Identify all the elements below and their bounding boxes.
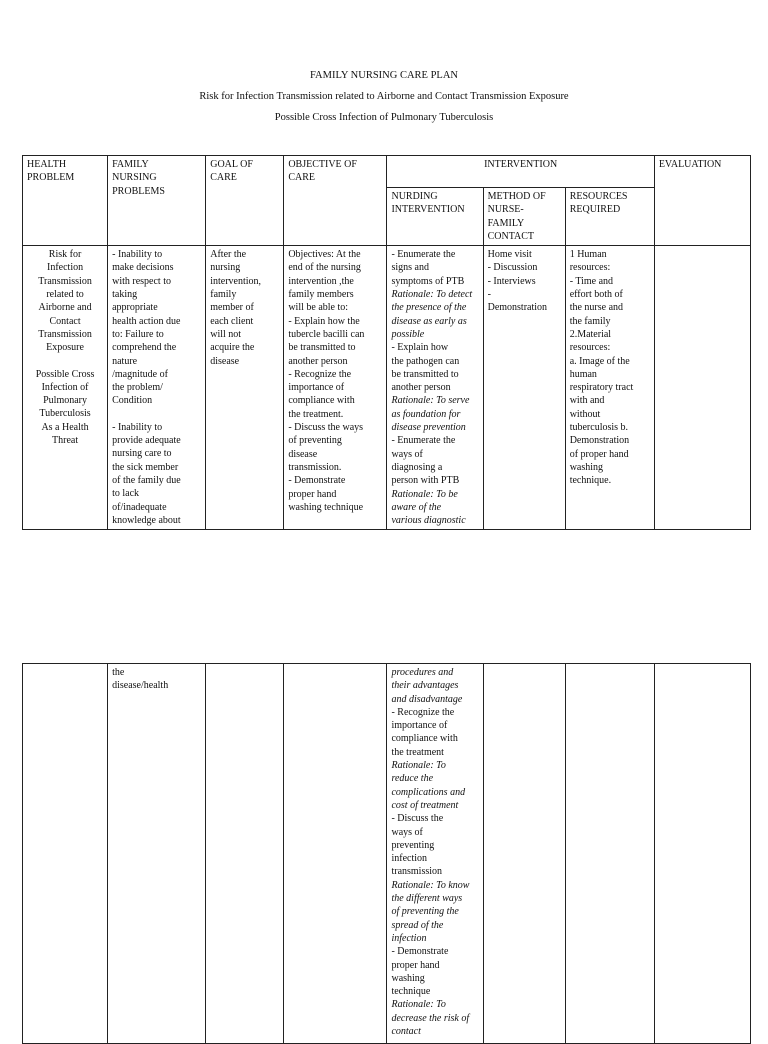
intervention-line: be transmitted to [391, 368, 459, 380]
cell-line: FAMILY [487, 217, 525, 229]
cell-line: appropriate [112, 302, 158, 314]
cell-line: the sick member [112, 461, 179, 473]
cell-line: - [487, 289, 491, 301]
cell-line: PROBLEMS [112, 185, 165, 197]
rationale-line: their advantages [391, 680, 459, 692]
rationale-line: disease prevention [391, 422, 466, 434]
cell-line: Pulmonary [43, 395, 87, 407]
cell-line: importance of [288, 382, 345, 394]
cell-line: related to [46, 289, 84, 301]
document-titles [0, 68, 768, 131]
cell-line: proper hand [288, 488, 337, 500]
cell-line: compliance with [288, 395, 355, 407]
cell-line: Transmission [38, 328, 92, 340]
cell-line: family [210, 289, 237, 301]
header-family-nursing-problems [108, 156, 206, 246]
intervention-line: transmission [391, 866, 443, 878]
cell-line: Tuberculosis [39, 408, 91, 420]
cell-line: /magnitude of [112, 368, 168, 380]
rationale-line: aware of the [391, 501, 442, 513]
cell-goal-cont [206, 664, 284, 1044]
cell-line: NURSING [112, 172, 157, 184]
cell-health-problem [23, 246, 108, 530]
cell-line: - Demonstrate [288, 475, 346, 487]
cell-line: After the [210, 249, 247, 261]
rationale-line: possible [391, 328, 425, 340]
cell-line: Home visit [487, 249, 532, 261]
intervention-line: diagnosing a [391, 461, 443, 473]
intervention-line: signs and [391, 262, 429, 274]
cell-nursing-intervention-cont [387, 664, 483, 1044]
cell-line: FAMILY [112, 159, 149, 170]
cell-line: As a Health [41, 421, 89, 433]
cell-line: human [569, 368, 597, 380]
cell-line: Airborne and [38, 302, 92, 314]
rationale-line: Rationale: To be [391, 488, 458, 500]
cell-line [112, 408, 201, 421]
rationale-line: Rationale: To detect [391, 289, 473, 301]
intervention-line: importance of [391, 720, 448, 732]
cell-line: the family [569, 315, 611, 327]
rationale-line: complications and [391, 786, 466, 798]
rationale-line: the different ways [391, 893, 463, 905]
cell-line: the nurse and [569, 302, 624, 314]
intervention-line: the treatment [391, 746, 444, 758]
cell-line: GOAL OF [210, 159, 253, 170]
header-goal-of-care [206, 156, 284, 246]
cell-line: family members [288, 289, 354, 301]
cell-evaluation-cont [654, 664, 750, 1044]
cell-line: 2.Material [569, 328, 612, 340]
intervention-line: - Explain how [391, 342, 449, 354]
cell-line: of the family due [112, 474, 181, 486]
cell-line: CONTACT [487, 230, 535, 242]
header-evaluation: EVALUATION [654, 156, 750, 246]
cell-family-problems [108, 246, 206, 530]
cell-line: end of the nursing [288, 262, 361, 274]
cell-line: - Inability to [112, 249, 163, 261]
cell-line: nursing care to [112, 448, 172, 460]
cell-line: of preventing [288, 435, 342, 447]
cell-line: HEALTH [27, 159, 67, 170]
cell-line: acquire the [210, 342, 255, 354]
intervention-line: - Demonstrate [391, 946, 449, 958]
cell-line: Transmission [38, 275, 92, 287]
cell-line: - Time and [569, 275, 614, 287]
rationale-line: infection [391, 932, 427, 944]
cell-line: make decisions [112, 262, 174, 274]
cell-family-problems-cont [108, 664, 206, 1044]
intervention-line: the pathogen can [391, 355, 460, 367]
intervention-line: infection [391, 853, 428, 865]
cell-line: to: Failure to [112, 328, 164, 340]
header-health-problem [23, 156, 108, 246]
care-plan-table-page1 [22, 155, 751, 530]
intervention-line: another person [391, 382, 451, 394]
intervention-line: proper hand [391, 959, 440, 971]
intervention-line: - Recognize the [391, 706, 455, 718]
header-method-of-contact [483, 188, 565, 246]
header-resources-required [565, 188, 654, 246]
cell-line: disease/health [112, 680, 169, 692]
header-nursing-intervention [387, 188, 483, 246]
cell-line: intervention, [210, 275, 262, 287]
cell-line: Demonstration [487, 302, 548, 314]
document-subsubtitle: Possible Cross Infection of Pulmonary Tuberculosis [274, 112, 494, 123]
header-objective-of-care [284, 156, 387, 246]
cell-line: disease [288, 448, 318, 460]
rationale-line: disease as early as [391, 315, 467, 327]
cell-line: each client [210, 315, 254, 327]
rationale-line: the presence of the [391, 302, 467, 314]
cell-line: disease [210, 355, 240, 367]
cell-line: - Discuss the ways [288, 422, 364, 434]
cell-goal [206, 246, 284, 530]
cell-line: PROBLEM [27, 172, 75, 184]
cell-line: of proper hand [569, 448, 629, 460]
cell-line: washing [569, 461, 604, 473]
rationale-line: and disadvantage [391, 693, 463, 705]
cell-line: Infection of [41, 381, 89, 393]
cell-line [27, 355, 103, 368]
cell-line: to lack [112, 488, 140, 500]
cell-line: tubercle bacilli can [288, 328, 365, 340]
cell-line: a. Image of the [569, 355, 630, 367]
cell-line: REQUIRED [569, 204, 621, 216]
intervention-line: preventing [391, 839, 435, 851]
cell-line: the treatment. [288, 408, 344, 420]
intervention-line: person with PTB [391, 475, 460, 487]
rationale-line: Rationale: To [391, 760, 446, 772]
cell-line: NURSE- [487, 204, 524, 216]
rationale-line: as foundation for [391, 408, 461, 420]
cell-line: resources: [569, 342, 611, 354]
intervention-line: washing [391, 972, 425, 984]
cell-line: with respect to [112, 275, 171, 287]
cell-line: without [569, 408, 601, 420]
cell-line: - Interviews [487, 275, 536, 287]
cell-line: the problem/ [112, 382, 163, 394]
rationale-line: decrease the risk of [391, 1012, 470, 1024]
document-subtitle: Risk for Infection Transmission related to Airborne and Contact Transmission Exposure [199, 91, 569, 102]
cell-line: washing technique [288, 501, 364, 513]
cell-line: Risk for [48, 249, 82, 261]
cell-line: member of [210, 302, 254, 314]
cell-line: Possible Cross [35, 368, 95, 380]
cell-line: - Recognize the [288, 368, 352, 380]
cell-line: transmission. [288, 461, 342, 473]
cell-line: Demonstration [569, 435, 630, 447]
intervention-line: technique [391, 986, 431, 998]
cell-method-cont [483, 664, 565, 1044]
cell-line: effort both of [569, 289, 623, 301]
cell-line: CARE [210, 172, 237, 184]
intervention-line: - Enumerate the [391, 435, 456, 447]
intervention-line: ways of [391, 826, 423, 838]
cell-line: RESOURCES [569, 191, 628, 202]
cell-health-problem-cont [23, 664, 108, 1044]
cell-line: - Inability to [112, 421, 163, 433]
header-intervention: INTERVENTION [387, 156, 654, 188]
cell-method [483, 246, 565, 530]
cell-line: Threat [52, 435, 79, 447]
cell-line: the [112, 667, 125, 678]
rationale-line: various diagnostic [391, 515, 466, 527]
cell-line: nursing [210, 262, 241, 274]
cell-line: be transmitted to [288, 342, 356, 354]
cell-line: will be able to: [288, 302, 349, 314]
cell-objectives-cont [284, 664, 387, 1044]
cell-line: with and [569, 395, 605, 407]
cell-line: respiratory tract [569, 382, 634, 394]
cell-resources-cont [565, 664, 654, 1044]
cell-line: nature [112, 355, 138, 367]
cell-line: comprehend the [112, 342, 177, 354]
cell-line: METHOD OF [487, 191, 546, 202]
cell-line: of/inadequate [112, 501, 167, 513]
cell-line: Condition [112, 395, 153, 407]
cell-line: resources: [569, 262, 611, 274]
cell-line: - Explain how the [288, 315, 360, 327]
cell-line: Infection [47, 262, 84, 274]
cell-line: will not [210, 328, 242, 340]
cell-line: CARE [288, 172, 315, 184]
cell-line: OBJECTIVE OF [288, 159, 357, 170]
cell-line: Exposure [46, 342, 84, 354]
cell-line: provide adequate [112, 435, 181, 447]
intervention-line: ways of [391, 448, 423, 460]
intervention-line: - Enumerate the [391, 249, 456, 261]
cell-line: NURDING [391, 191, 438, 202]
cell-line: Contact [49, 315, 81, 327]
cell-line: tuberculosis b. [569, 422, 629, 434]
document-title: FAMILY NURSING CARE PLAN [310, 70, 458, 81]
intervention-line: symptoms of PTB [391, 275, 465, 287]
cell-objectives [284, 246, 387, 530]
cell-line: - Discussion [487, 262, 538, 274]
cell-resources [565, 246, 654, 530]
cell-line: INTERVENTION [391, 204, 465, 216]
rationale-line: contact [391, 1026, 421, 1038]
rationale-line: Rationale: To know [391, 879, 470, 891]
rationale-line: Rationale: To [391, 999, 446, 1011]
rationale-line: spread of the [391, 919, 444, 931]
cell-line: health action due [112, 315, 181, 327]
cell-line: taking [112, 289, 138, 301]
cell-line: technique. [569, 475, 612, 487]
cell-evaluation [654, 246, 750, 530]
care-plan-table-page2 [22, 663, 751, 1044]
cell-line: 1 Human [569, 249, 607, 261]
intervention-line: - Discuss the [391, 813, 444, 825]
cell-line: Objectives: At the [288, 249, 361, 261]
rationale-line: Rationale: To serve [391, 395, 470, 407]
cell-nursing-intervention [387, 246, 483, 530]
cell-line: intervention ,the [288, 275, 354, 287]
cell-line: another person [288, 355, 348, 367]
intervention-line: compliance with [391, 733, 458, 745]
rationale-line: of preventing the [391, 906, 459, 918]
rationale-line: cost of treatment [391, 799, 459, 811]
cell-line: knowledge about [112, 514, 181, 526]
rationale-line: procedures and [391, 667, 454, 678]
rationale-line: reduce the [391, 773, 434, 785]
